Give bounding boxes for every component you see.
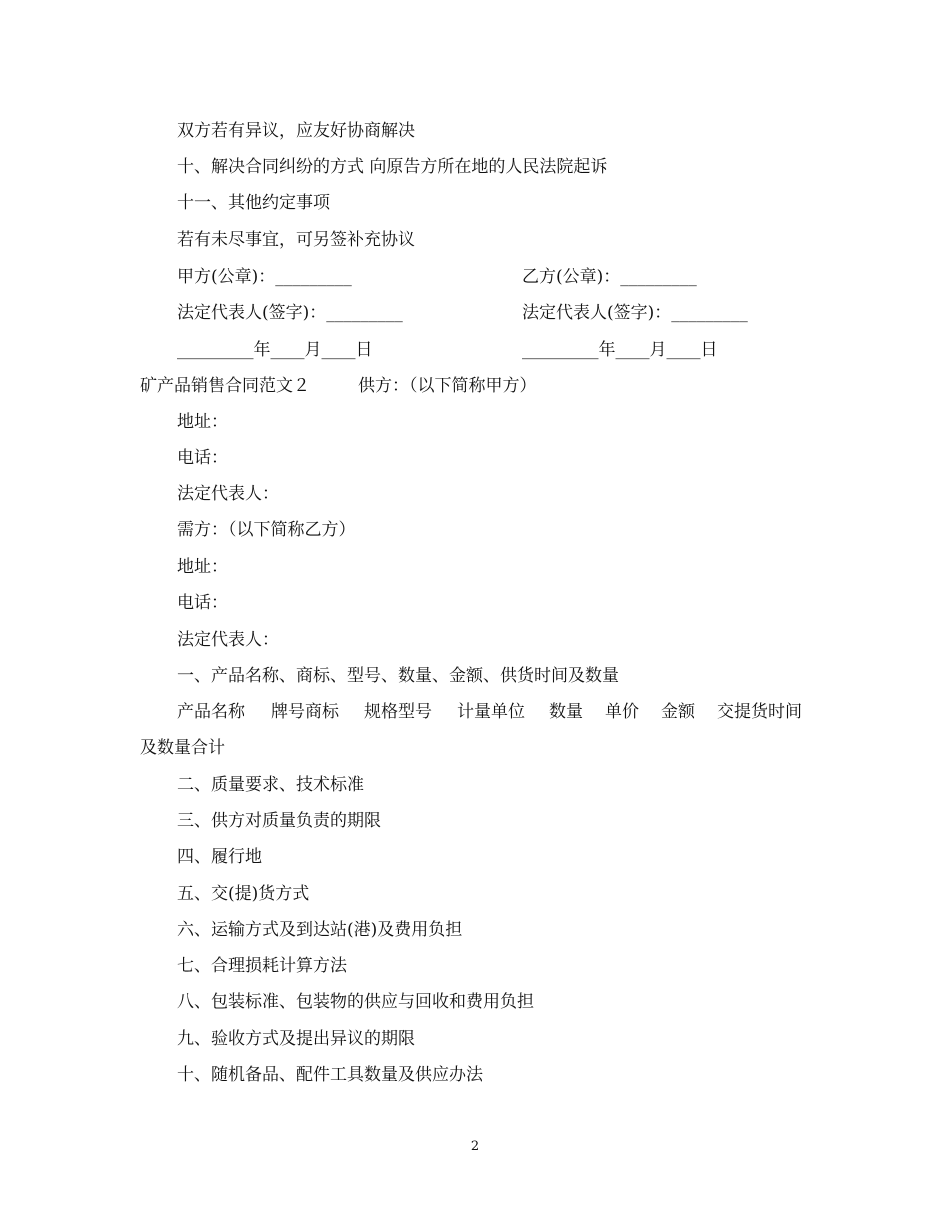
supplier-representative: 法定代表人： [177,484,279,504]
party-b-date-field: _________年____月____日 [522,340,718,360]
clause-2-quality: 二、质量要求、技术标准 [177,775,364,795]
clause-10-spare-parts: 十、随机备品、配件工具数量及供应办法 [177,1065,483,1085]
supplier-address: 地址： [177,412,228,432]
clause-7-loss-calculation: 七、合理损耗计算方法 [177,956,347,976]
supplier-phone: 电话： [177,448,228,468]
clause-6-transport: 六、运输方式及到达站(港)及费用负担 [177,920,463,940]
column-delivery-time-continued: 及数量合计 [140,738,225,758]
buyer-address: 地址： [177,557,228,577]
clause-8-packaging: 八、包装标准、包装物的供应与回收和费用负担 [177,992,534,1012]
supplier-label: 供方：（以下简称甲方） [358,376,537,396]
clause-11-other-matters: 十一、其他约定事项 [177,193,330,213]
dispute-negotiation-line: 双方若有异议，应友好协商解决 [177,121,415,141]
page-number: 2 [470,1139,480,1154]
clause-3-quality-period: 三、供方对质量负责的期限 [177,811,381,831]
column-unit-price: 单价 [605,702,639,722]
buyer-phone: 电话： [177,593,228,613]
clause-5-delivery-method: 五、交(提)货方式 [177,884,310,904]
party-a-date-field: _________年____月____日 [177,340,373,360]
clause-9-inspection: 九、验收方式及提出异议的期限 [177,1029,415,1049]
party-b-seal-field: 乙方(公章)：_________ [522,267,697,287]
buyer-label: 需方：（以下简称乙方） [177,520,356,540]
column-quantity: 数量 [549,702,583,722]
clause-10-dispute-resolution: 十、解决合同纠纷的方式 向原告方所在地的人民法院起诉 [177,157,608,177]
column-brand-trademark: 牌号商标 [271,702,339,722]
party-a-seal-field: 甲方(公章)：_________ [177,267,352,287]
clause-4-place-of-performance: 四、履行地 [177,847,262,867]
column-amount: 金额 [661,702,695,722]
supplementary-agreement-line: 若有未尽事宜，可另签补充协议 [177,230,415,250]
column-unit-of-measure: 计量单位 [457,702,525,722]
clause-1-product-details: 一、产品名称、商标、型号、数量、金额、供货时间及数量 [177,666,619,686]
column-delivery-time: 交提货时间 [717,702,802,722]
buyer-representative: 法定代表人： [177,630,279,650]
column-product-name: 产品名称 [177,702,245,722]
party-b-representative-field: 法定代表人(签字)：_________ [522,303,748,323]
column-specification-model: 规格型号 [364,702,432,722]
party-a-representative-field: 法定代表人(签字)：_________ [177,303,403,323]
contract-2-title: 矿产品销售合同范文２ [140,376,310,396]
